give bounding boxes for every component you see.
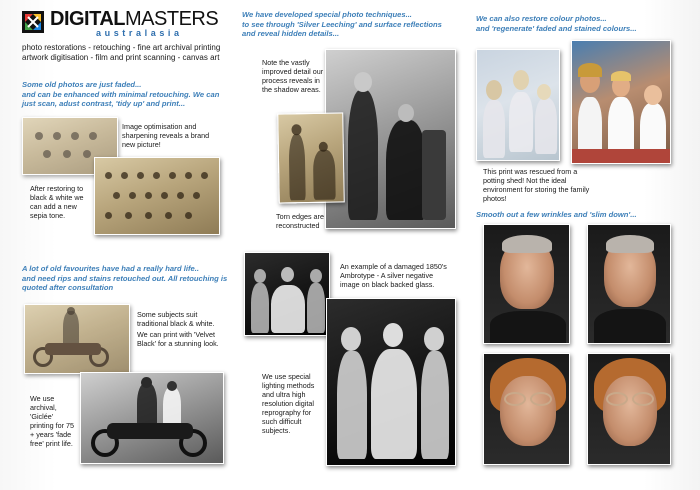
faded-children-photo — [476, 49, 560, 161]
man-portrait-before — [483, 224, 570, 344]
restored-ambrotype-photo — [326, 298, 456, 466]
velvet-caption: We can print with 'Velvet Black' for a stunning look. — [137, 330, 219, 348]
favourites-heading-title: A lot of old favourites have had a really hard life.. — [22, 264, 199, 273]
optimisation-caption: Image optimisation and sharpening reveals a brand new picture! — [122, 122, 210, 149]
damaged-motorbike-photo — [24, 304, 130, 374]
man-portrait-after — [587, 224, 671, 344]
archival-caption: We use archival, 'Giclée' printing for 75 + years 'fade free' print life. — [30, 394, 74, 448]
woman-portrait-before — [483, 353, 570, 465]
silver-heading-title: We have developed special photo techniques... — [242, 10, 412, 19]
services-list — [22, 43, 242, 63]
wrinkles-heading: Smooth out a few wrinkles and 'slim down'... — [476, 210, 637, 219]
favourites-heading-body: and need rips and stains retouched out. All retouching is quoted after consultation — [22, 273, 228, 293]
damaged-ambrotype-photo — [244, 252, 330, 336]
favourites-heading — [22, 264, 237, 293]
faded-heading — [22, 80, 232, 109]
colour-heading-title: We can also restore colour photos... — [476, 14, 607, 23]
logo-wordmark — [50, 8, 218, 30]
torn-couple-photo — [277, 112, 345, 203]
silver-heading — [242, 10, 457, 39]
ambrotype-caption: An example of a damaged 1850's Ambrotype - A silver negative image on black backed glass. — [340, 262, 447, 289]
silver-heading-body: to see through 'Silver Leeching' and surface reflections and reveal hidden details... — [242, 19, 442, 39]
services-line-2: artwork digitisation - film and print scanning - canvas art — [22, 53, 220, 62]
lighting-caption: We use special lighting methods and ultra high resolution digital reprography for such difficult subjects. — [262, 372, 315, 435]
services-line-1: photo restorations - retouching - fine art archival printing — [22, 43, 221, 52]
colour-heading — [476, 14, 686, 33]
potting-caption: This print was rescued from a potting shed! Not the ideal environment for storing the family photos! — [483, 167, 590, 203]
faded-heading-title: Some old photos are just faded... — [22, 80, 142, 89]
restored-class-photo — [94, 157, 220, 235]
sepia-caption: After restoring to black & white we can add a new sepia tone. — [30, 184, 84, 220]
faded-heading-body: and can be enhanced with minimal retouching. We can just scan, adust contrast, 'tidy up' and print... — [22, 89, 220, 109]
woman-portrait-after — [587, 353, 671, 465]
restored-children-photo — [571, 40, 671, 164]
detail-caption: Note the vastly improved detail our process reveals in the shadow areas. — [262, 58, 324, 94]
torn-caption: Torn edges are reconstructed — [276, 212, 324, 230]
logo-tagline: australasia — [96, 28, 183, 38]
colour-heading-body: and 'regenerate' faded and stained colours... — [476, 23, 637, 33]
traditional-caption: Some subjects suit traditional black & white. — [137, 310, 215, 328]
restored-motorbike-photo — [80, 372, 224, 464]
logo-icon — [22, 11, 44, 33]
logo-masters: MASTERS — [125, 8, 219, 30]
logo-digital: DIGITAL — [50, 8, 126, 30]
